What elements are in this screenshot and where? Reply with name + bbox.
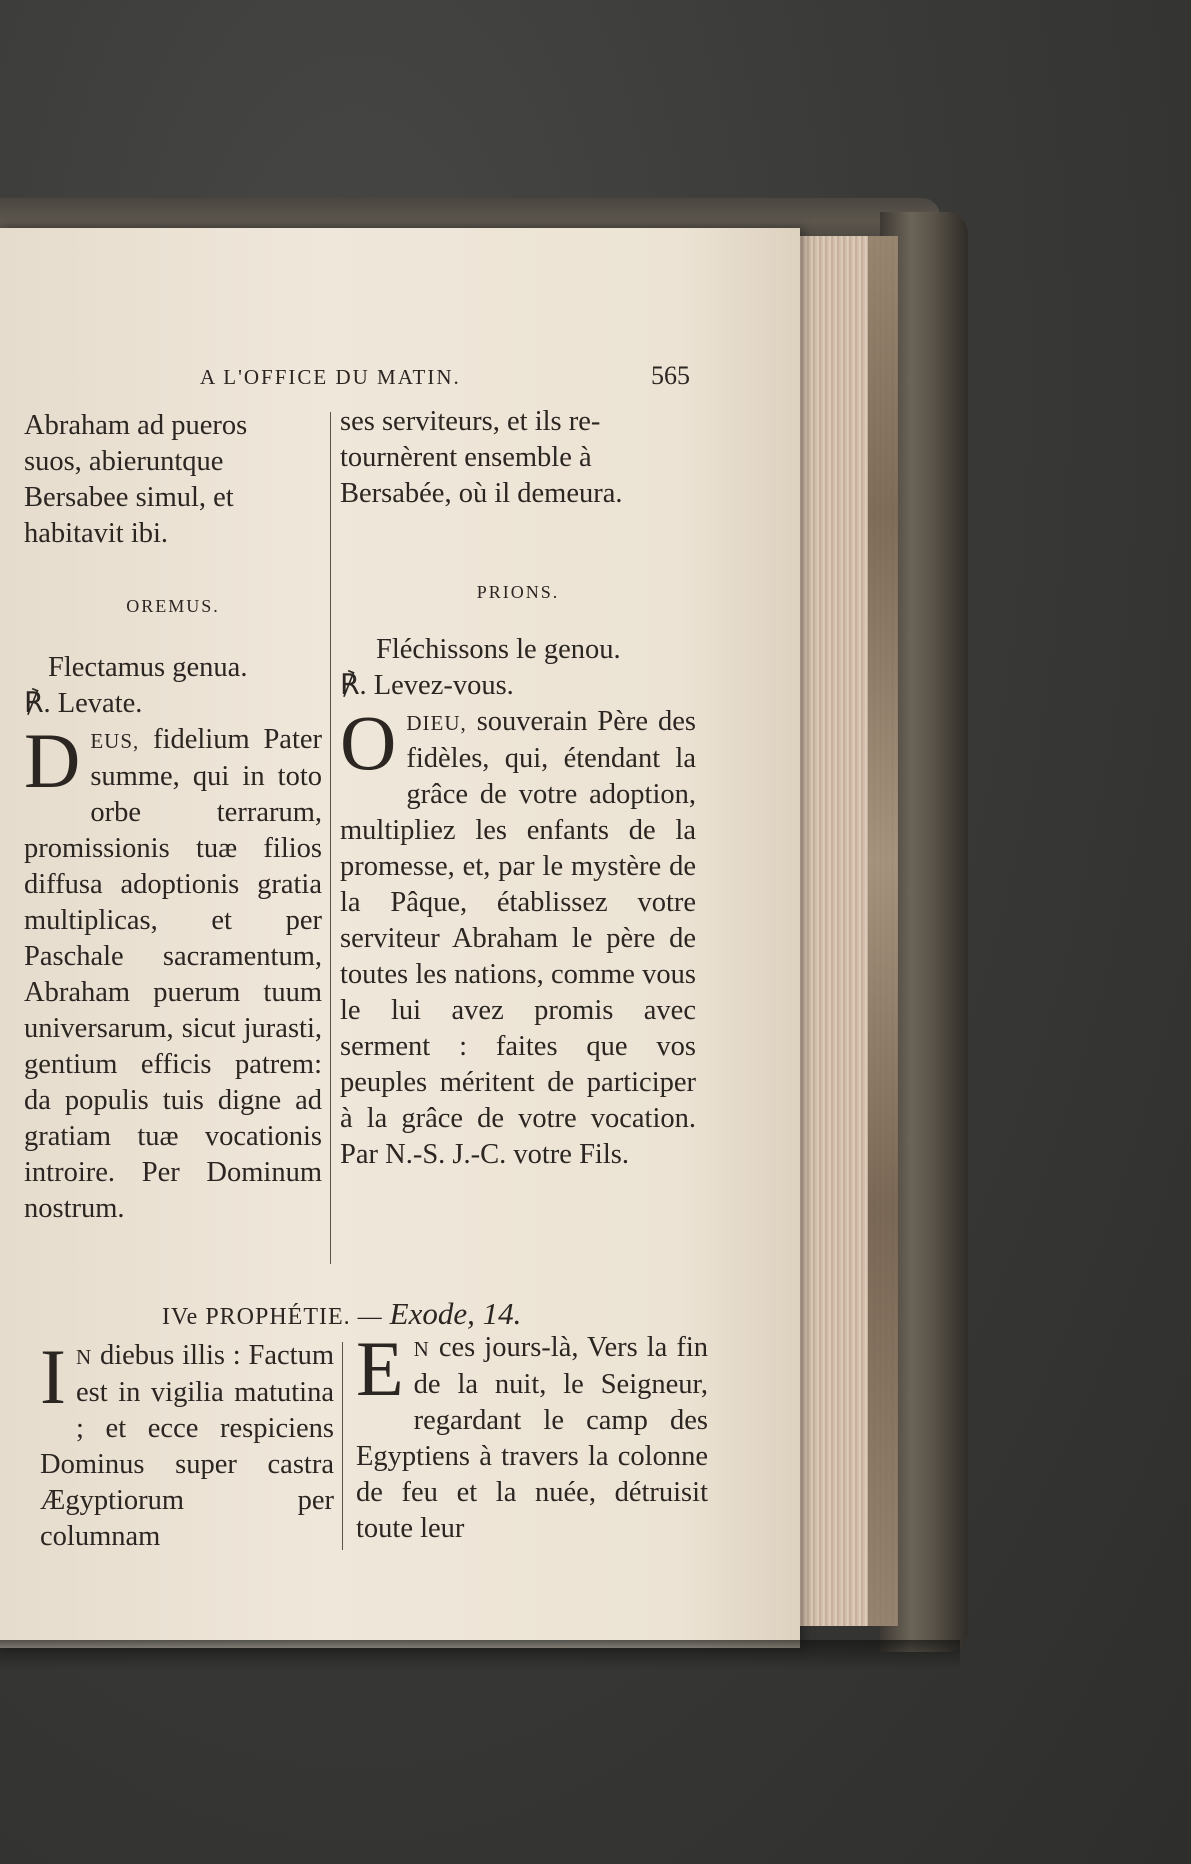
reading-lead-fr: N — [413, 1337, 430, 1361]
prophecy-label: IVe PROPHÉTIE. — — [162, 1304, 383, 1330]
collect-lead: EUS, — [90, 729, 140, 753]
running-title: A L'OFFICE DU MATIN. — [200, 365, 461, 389]
reading-lead: N — [75, 1345, 93, 1369]
levate-line: ℟. Levate. — [24, 688, 143, 719]
column-rule-top — [330, 412, 331, 1264]
right-column-reading — [356, 1325, 708, 1547]
left-column-latin — [24, 408, 322, 1227]
flectamus-line: Flectamus genua. — [48, 652, 248, 683]
dropcap-i: I — [40, 1333, 66, 1420]
latin-collect — [24, 717, 322, 1227]
reading-text-fr: ces jours-là, Vers la fin de la nuit, le Seigneur, regardant le camp des Egyptiens à travers la colonne de feu et la nuée, détruisit toute leur — [356, 1332, 708, 1544]
running-header — [200, 361, 690, 395]
dropcap-o: O — [340, 699, 397, 786]
dropcap-e: E — [356, 1325, 404, 1412]
dropcap-d: D — [24, 717, 81, 804]
latin-reading — [40, 1333, 334, 1555]
prophecy-source: Exode, 14. — [389, 1296, 522, 1331]
oremus-heading: OREMUS. — [126, 596, 220, 616]
right-line-3: Bersabée, où il demeura. — [340, 478, 623, 509]
collect-text-fr: souverain Père des fidèles, qui, étendant la grâce de votre adoption, multipliez les enfants de la promesse, et, par le mystère de la Pâque, établissez votre serviteur Abraham le père de toutes les nations, comme vous le lui avez promis avec serment : faites que vos peuples méritent de participer à la grâce de votre vocation. Par N.-S. J.-C. votre Fils. — [340, 706, 696, 1170]
column-rule-bottom — [342, 1342, 343, 1550]
collect-lead-fr: DIEU, — [406, 711, 467, 735]
marbled-edge — [868, 236, 898, 1626]
page-shadow — [0, 1640, 960, 1670]
collect-text: fidelium Pater summe, qui in toto orbe terrarum, promissionis tuæ filios diffusa adoptionis gratia multiplicas, et per Paschale sacramentum, Abraham puerum tuum universarum, sicut jurasti, gentium efficis patrem: da populis tuis digne ad gratiam tuæ vocationis introire. Per Dominum nostrum. — [24, 724, 322, 1224]
left-line-2: suos, abieruntque — [24, 446, 224, 477]
flechissons-line: Fléchissons le genou. — [376, 634, 621, 665]
left-line-4: habitavit ibi. — [24, 518, 169, 549]
right-line-2: tournèrent ensemble à — [340, 442, 592, 473]
left-column-reading — [40, 1333, 334, 1555]
levez-line: ℟. Levez-vous. — [340, 670, 514, 701]
french-reading — [356, 1325, 708, 1547]
left-line-3: Bersabee simul, et — [24, 482, 234, 513]
prions-heading: PRIONS. — [476, 582, 560, 602]
left-line-1: Abraham ad pueros — [24, 410, 248, 441]
right-column-french — [340, 404, 696, 1173]
right-line-1: ses serviteurs, et ils re- — [340, 406, 601, 437]
french-collect — [340, 699, 696, 1173]
prophecy-heading — [162, 1296, 722, 1332]
reading-text: diebus illis : Factum est in vigilia matutina ; et ecce respiciens Dominus super castra Ægyptiorum per columnam — [40, 1340, 334, 1552]
page-number: 565 — [651, 361, 690, 390]
